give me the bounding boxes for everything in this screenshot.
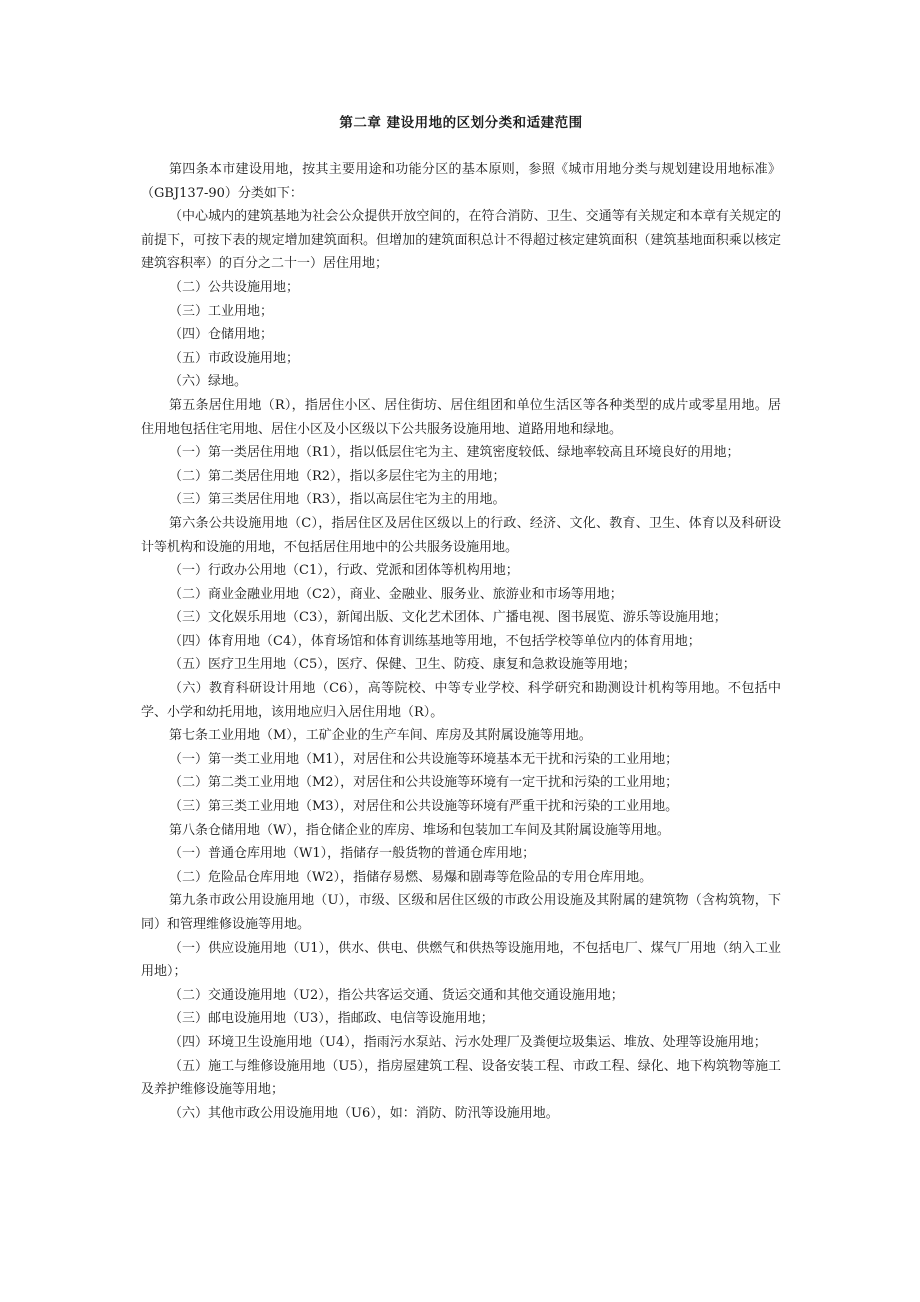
paragraph: （三）文化娱乐用地（C3），新闻出版、文化艺术团体、广播电视、图书展览、游乐等设施用地；	[169, 610, 727, 626]
paragraph: 第六条公共设施用地（C），指居住区及居住区级以上的行政、经济、文化、教育、卫生、体育以及科研设计等机构和设施的用地，不包括居住用地中的公共服务设施用地。	[141, 515, 781, 555]
paragraph: （五）市政设施用地；	[169, 350, 300, 366]
paragraph: （五）施工与维修设施用地（U5），指房屋建筑工程、设备安装工程、市政工程、绿化、地下构筑物等施工及养护维修设施等用地；	[141, 1058, 781, 1098]
paragraph: （二）商业金融业用地（C2），商业、金融业、服务业、旅游业和市场等用地；	[169, 586, 623, 602]
paragraph: 第四条本市建设用地，按其主要用途和功能分区的基本原则，参照《城市用地分类与规划建设用地标准》（GBJ137-90）分类如下：	[141, 162, 781, 201]
paragraph: （二）危险品仓库用地（W2），指储存易燃、易爆和剧毒等危险品的专用仓库用地。	[169, 869, 653, 885]
paragraph: （四）体育用地（C4），体育场馆和体育训练基地等用地，不包括学校等单位内的体育用地；	[169, 633, 701, 649]
paragraph: （三）第三类居住用地（R3），指以高层住宅为主的用地。	[169, 492, 506, 508]
chapter-title: 第二章 建设用地的区划分类和适建范围	[339, 115, 583, 131]
paragraph: 第五条居住用地（R），指居住小区、居住街坊、居住组团和单位生活区等各种类型的成片或零星用地。居住用地包括住宅用地、居住小区及小区级以下公共服务设施用地、道路用地和绿地。	[141, 397, 781, 437]
paragraph: （六）教育科研设计用地（C6），高等院校、中等专业学校、科学研究和勘测设计机构等用地。不包括中学、小学和幼托用地，该用地应归入居住用地（R）。	[141, 681, 781, 720]
paragraph: （四）环境卫生设施用地（U4），指雨污水泵站、污水处理厂及粪便垃圾集运、堆放、处理等设施用地；	[169, 1034, 767, 1050]
paragraph: （三）第三类工业用地（M3），对居住和公共设施等环境有严重干扰和污染的工业用地。	[169, 799, 679, 815]
paragraph: 第七条工业用地（M），工矿企业的生产车间、库房及其附属设施等用地。	[169, 728, 592, 744]
paragraph: （三）工业用地；	[169, 303, 274, 319]
paragraph: （一）行政办公用地（C1），行政、党派和团体等机构用地；	[169, 563, 519, 579]
document-page	[141, 112, 781, 1125]
paragraph: （一）第一类居住用地（R1），指以低层住宅为主、建筑密度较低、绿地率较高且环境良好的用地；	[169, 445, 740, 461]
paragraph: （四）仓储用地；	[169, 327, 274, 343]
paragraph: 第九条市政公用设施用地（U），市级、区级和居住区级的市政公用设施及其附属的建筑物（含构筑物，下同）和管理维修设施等用地。	[141, 893, 781, 932]
paragraph: （一）供应设施用地（U1），供水、供电、供燃气和供热等设施用地，不包括电厂、煤气厂用地（纳入工业用地）；	[141, 940, 781, 980]
paragraph: 第八条仓储用地（W），指仓储企业的库房、堆场和包装加工车间及其附属设施等用地。	[169, 822, 670, 838]
paragraph: （一）普通仓库用地（W1），指储存一般货物的普通仓库用地；	[169, 846, 536, 862]
paragraph: （六）绿地。	[169, 374, 248, 390]
paragraph: （二）第二类居住用地（R2），指以多层住宅为主的用地；	[169, 468, 506, 484]
paragraph: （五）医疗卫生用地（C5），医疗、保健、卫生、防疫、康复和急救设施等用地；	[169, 657, 636, 673]
paragraph: （二）第二类工业用地（M2），对居住和公共设施等环境有一定干扰和污染的工业用地；	[169, 775, 679, 791]
document-body	[141, 158, 781, 1125]
paragraph: （二）公共设施用地；	[169, 279, 300, 295]
paragraph: （六）其他市政公用设施用地（U6），如：消防、防汛等设施用地。	[169, 1105, 559, 1121]
paragraph: （一）第一类工业用地（M1），对居住和公共设施等环境基本无干扰和污染的工业用地；	[169, 751, 679, 767]
paragraph: （二）交通设施用地（U2），指公共客运交通、货运交通和其他交通设施用地；	[169, 987, 624, 1003]
paragraph: （中心城内的建筑基地为社会公众提供开放空间的，在符合消防、卫生、交通等有关规定和本章有关规定的前提下，可按下表的规定增加建筑面积。但增加的建筑面积总计不得超过核定建筑面积（建筑基地面积乘以核定建筑容积率）的百分之二十一）居住用地；	[141, 209, 781, 272]
paragraph: （三）邮电设施用地（U3），指邮政、电信等设施用地；	[169, 1011, 494, 1027]
